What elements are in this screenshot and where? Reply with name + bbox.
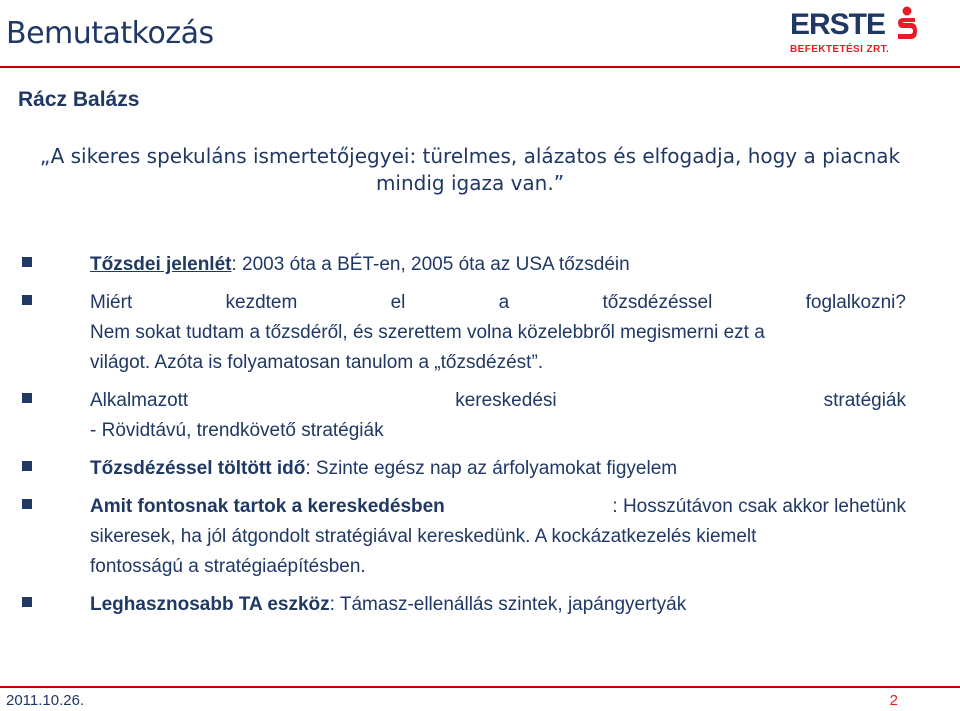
footer-divider [0,686,960,688]
bullet-icon [22,597,32,607]
erste-logo [790,6,920,56]
logo-subtitle: BEFEKTETÉSI ZRT. [790,44,890,55]
bullet-text: Nem sokat tudtam a tőzsdéről, és szerettem volna közelebbről megismerni ezt a [90,322,765,343]
quote-line: mindig igaza van.” [375,171,565,195]
erste-s-mark-icon [896,6,918,42]
bullet-text: : 2003 óta a BÉT-en, 2005 óta az USA tőzsdéin [231,254,630,275]
list-item [22,492,906,582]
list-item [22,590,906,620]
list-item [22,288,906,378]
bullet-text: : Hosszútávon csak akkor lehetünk [612,496,906,517]
bullet-heading: Leghasznosabb TA eszköz [90,594,330,615]
title-divider [0,66,960,68]
bullet-icon [22,499,32,509]
bullet-icon [22,461,32,471]
bullet-heading: Amit fontosnak tartok a kereskedésben [90,496,445,517]
author-name: Rácz Balázs [18,88,140,111]
bullet-heading: Miért kezdtem el a tőzsdézéssel foglalkozni? [90,292,906,313]
bullet-icon [22,393,32,403]
bullet-text: - Rövidtávú, trendkövető stratégiák [90,420,384,441]
quote [30,143,910,197]
bullet-icon [22,257,32,267]
bullet-text: sikeresek, ha jól átgondolt stratégiával kereskedünk. A kockázatkezelés kiemelt [90,526,757,547]
list-item [22,386,906,446]
bullet-heading: Alkalmazott kereskedési stratégiák [90,390,906,411]
bullet-heading: Tőzsdei jelenlét [90,254,232,275]
bullet-text: : Szinte egész nap az árfolyamokat figyelem [305,458,678,479]
logo-wordmark: ERSTE [790,8,886,41]
page-title: Bemutatkozás [6,16,214,51]
quote-line: „A sikeres spekuláns ismertetőjegyei: türelmes, alázatos és elfogadja, hogy a piacnak [39,144,901,168]
bullet-text: : Támasz-ellenállás szintek, japángyertyák [329,594,687,615]
page-number: 2 [889,692,898,709]
footer-date: 2011.10.26. [6,692,85,709]
bullet-text: fontosságú a stratégiaépítésben. [90,556,366,577]
list-item [22,454,906,484]
bullet-text: világot. Azóta is folyamatosan tanulom a „tőzsdézést”. [90,352,544,373]
bullet-list [22,250,906,620]
list-item [22,250,906,280]
bullet-icon [22,295,32,305]
bullet-heading: Tőzsdézéssel töltött idő [90,458,306,479]
